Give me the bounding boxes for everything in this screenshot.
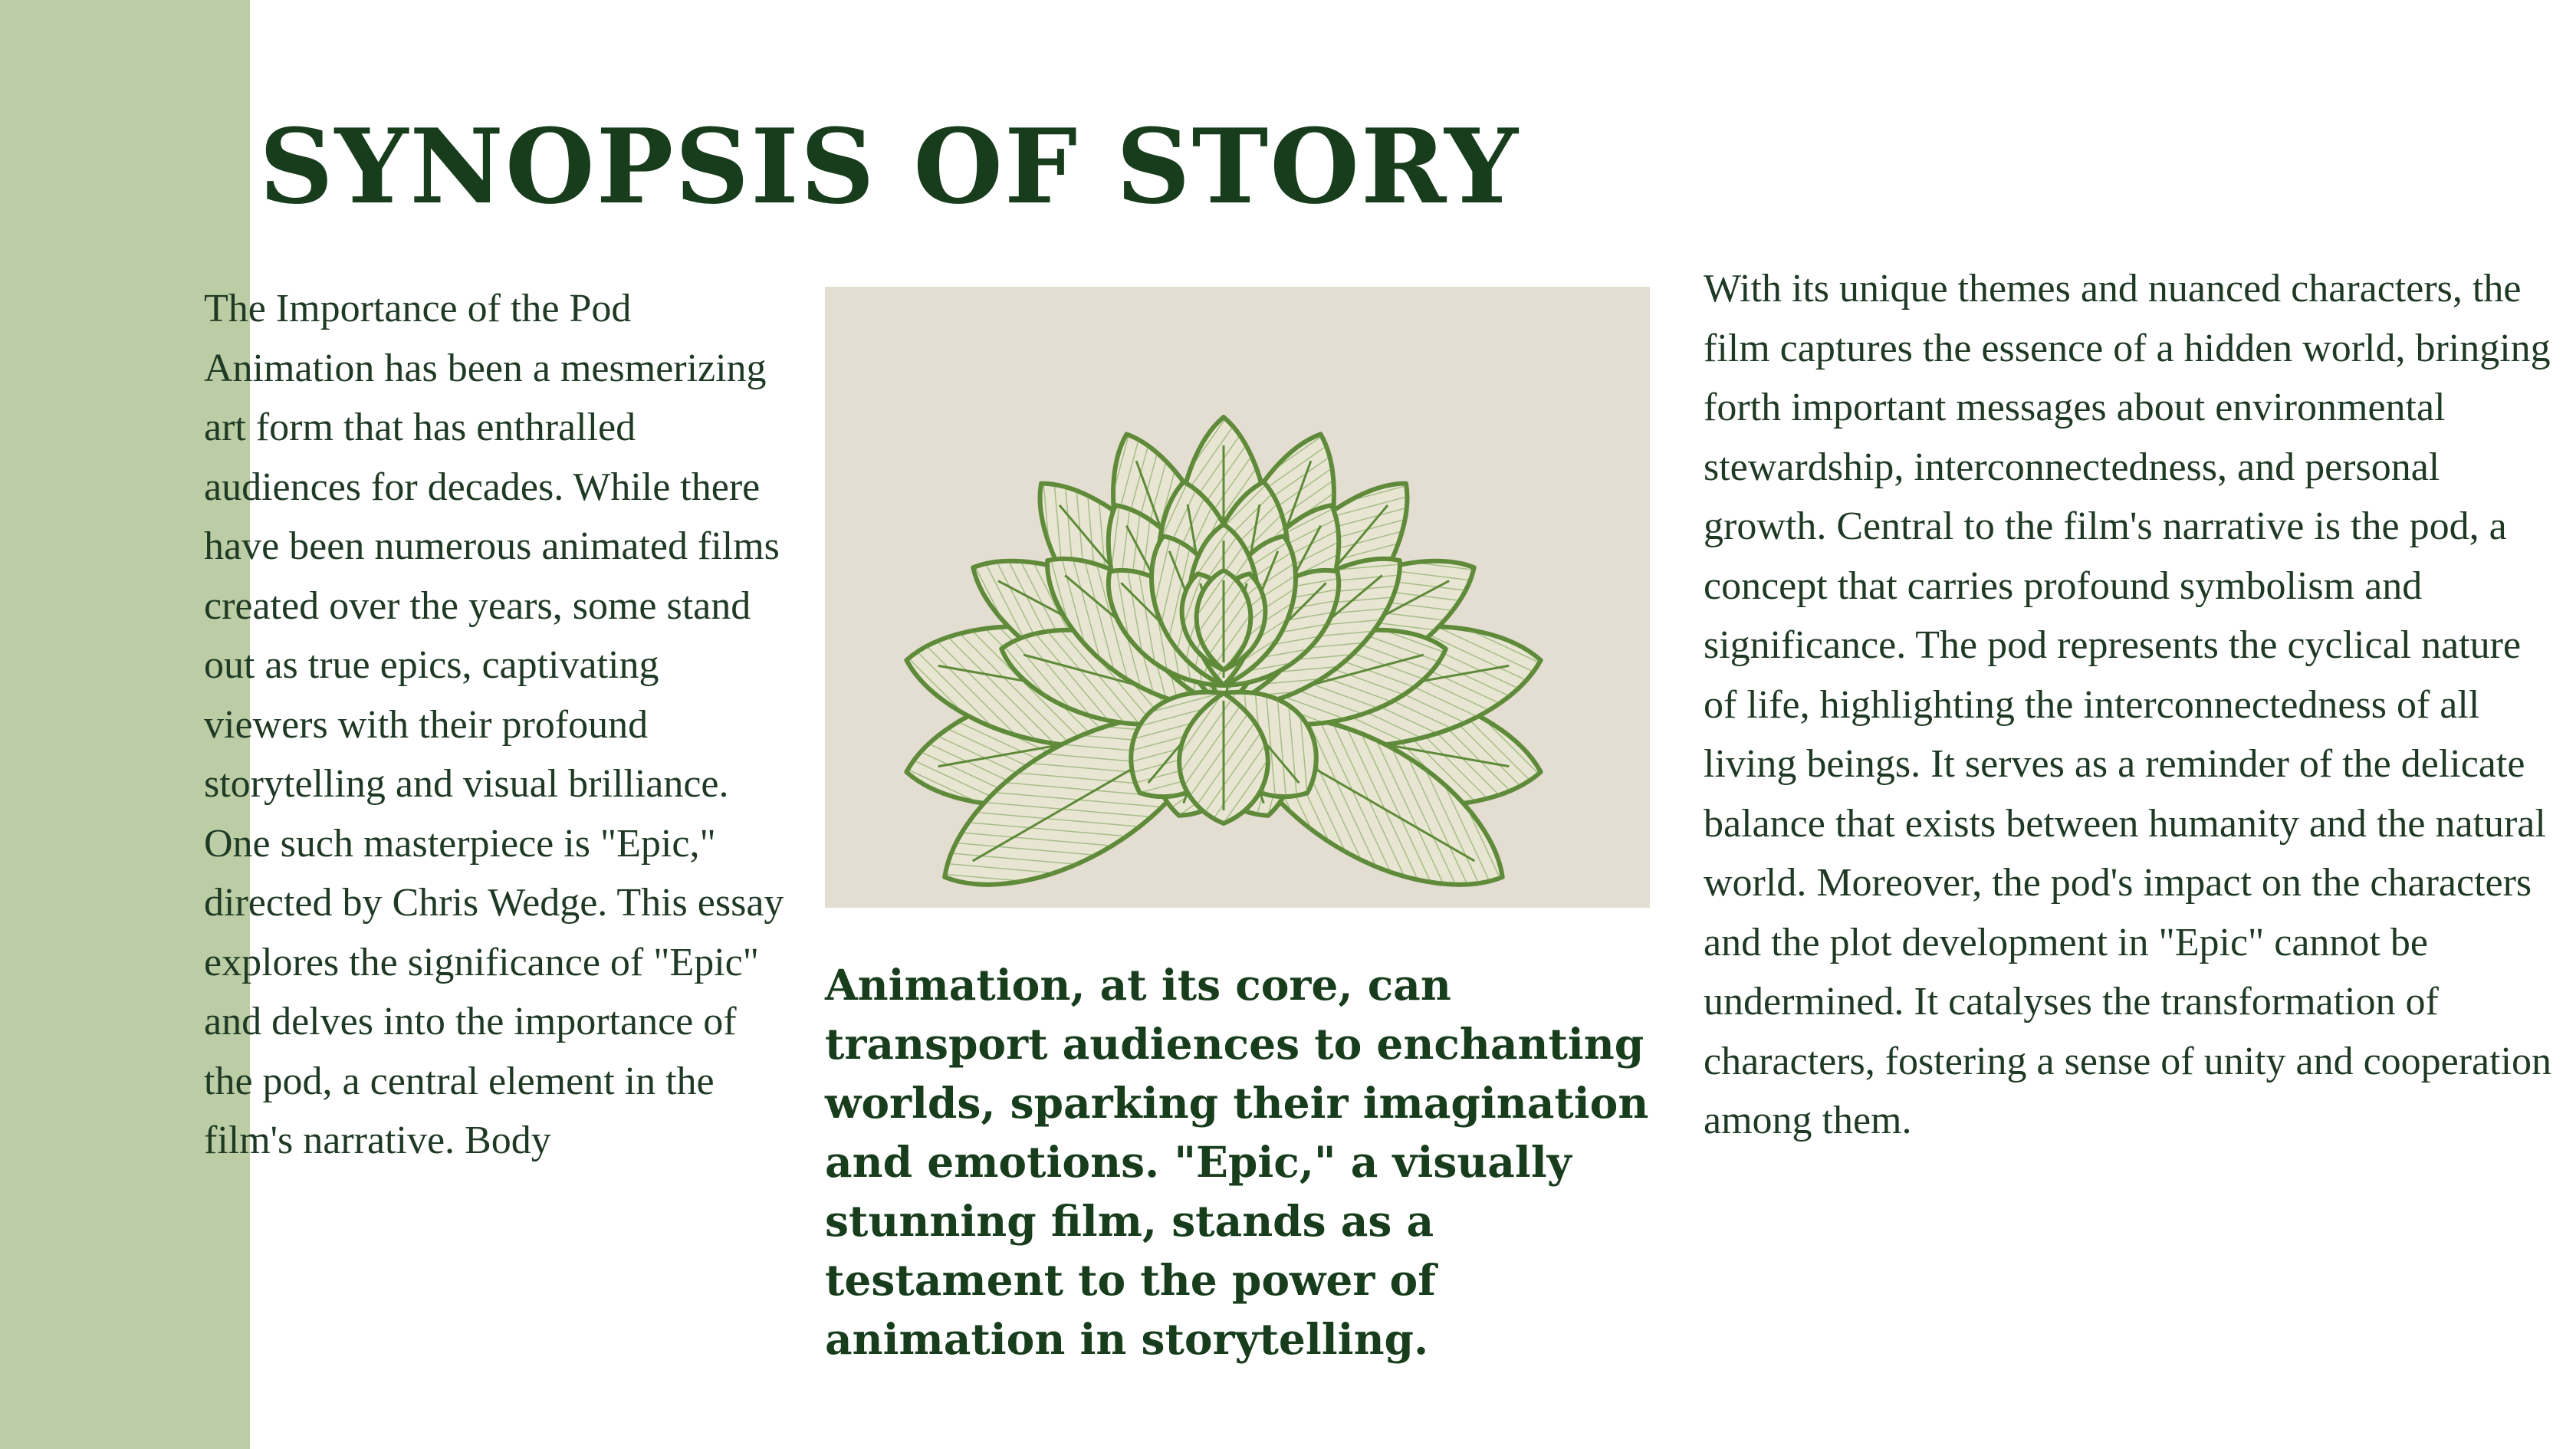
page-title: SYNOPSIS OF STORY	[259, 106, 1520, 227]
lotus-image	[825, 287, 1650, 908]
left-column-text: The Importance of the Pod Animation has been a mesmerizing art form that has enthralled audiences for decades. While there have been numerous animated films created over the years, some stand out as true epics, captivating viewers with their profound storytelling and visual brilliance. One such masterpiece is "Epic," directed by Chris Wedge. This essay explores the significance of "Epic" and delves into the importance of the pod, a central element in the film's narrative. Body	[204, 287, 784, 1162]
lotus-flower-icon	[825, 287, 1650, 908]
quote-text: Animation, at its core, can transport audiences to enchanting worlds, sparking their imagination and emotions. "Epic," a visually stunning film, stands as a testament to the power of animation in storytelling.	[825, 960, 1649, 1364]
right-column-text: With its unique themes and nuanced characters, the film captures the essence of a hidden world, bringing forth important messages about environmental stewardship, interconnectedness, and personal growth. Central to the film's narrative is the pod, a concept that carries profound symbolism and significance. The pod represents the cyclical nature of life, highlighting the interconnectedness of all living beings. It serves as a reminder of the delicate balance that exists between humanity and the natural world. Moreover, the pod's impact on the characters and the plot development in "Epic" cannot be undermined. It catalyses the transformation of characters, fostering a sense of unity and cooperation among them.	[1704, 267, 2552, 1142]
